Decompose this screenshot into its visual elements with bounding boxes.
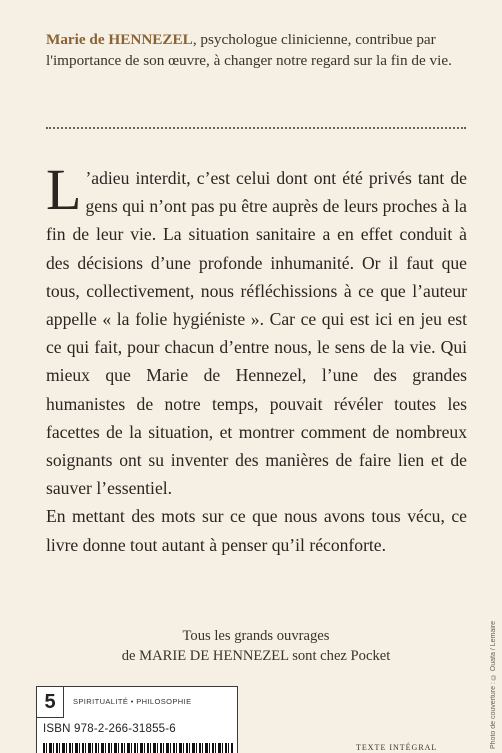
blurb [46,157,467,559]
isbn-number: ISBN 978-2-266-31855-6 [43,723,176,735]
category-label: SPIRITUALITÉ • PHILOSOPHIE [73,697,192,706]
barcode-bars [43,743,233,753]
author-name: Marie de HENNEZEL [46,31,193,48]
dotted-divider [46,127,466,129]
blurb-paragraph-1 [46,157,467,502]
blurb-paragraph-1-text: ’adieu interdit, c’est celui dont ont été privés tant de gens qui n’ont pas pu être auprès de leurs proches à la fin de leur vie. La situation sanitaire a en effet conduit à des décisions d’une profonde inhumanité. Or il faut que tous, collectivement, nous réfléchissions à ce que l’auteur appelle « la folie hygiéniste ». Car ce qui est ici en jeu est ce qui fait, pour chacun d’entre nous, le sens de la vie. Qui mieux que Marie de Hennezel, l’une des grandes humanistes de notre temps, pouvait révéler toutes les facettes de la situation, et montrer comment de nombreux soignants ont su inventer des manières de faire lien et de sauver l’essentiel. [46,168,467,499]
promo-line-2: de MARIE DE HENNEZEL sont chez Pocket [121,648,391,664]
photo-credit [488,600,502,753]
rating-number: 5 [37,687,64,718]
photo-credit-text: Photo de couverture : © Ouafa / Lemaire [490,620,497,749]
promo-text [46,626,466,666]
edition-label: TEXTE INTÉGRAL [356,743,438,752]
drop-cap: L [46,157,82,222]
author-description: , psychologue clinicienne, contribue par l'importance de son œuvre, à changer notre regard sur la fin de vie. [46,31,452,69]
barcode-block [36,686,238,753]
blurb-paragraph-2: En mettant des mots sur ce que nous avons tous vécu, ce livre donne tout autant à penser qu’il réconforte. [46,506,467,555]
promo-line-1: Tous les grands ouvrages [182,628,330,644]
author-bio [46,29,466,71]
